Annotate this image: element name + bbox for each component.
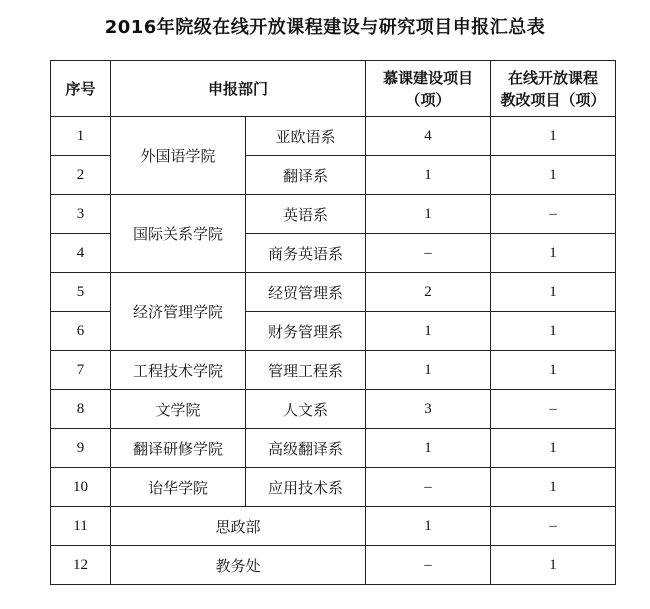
header-reform-line2: 教改项目（项） (500, 90, 606, 109)
table-row (51, 468, 616, 507)
reform-count: 1 (491, 468, 616, 507)
reform-count: – (491, 390, 616, 429)
header-mooc-line1: 慕课建设项目 (383, 68, 474, 87)
row-serial: 3 (51, 195, 111, 234)
department-name: 亚欧语系 (246, 117, 366, 156)
reform-count: 1 (491, 273, 616, 312)
department-name: 翻译系 (246, 156, 366, 195)
page-title: 2016年院级在线开放课程建设与研究项目申报汇总表 (104, 17, 546, 38)
row-serial: 2 (51, 156, 111, 195)
row-serial: 10 (51, 468, 111, 507)
college-name: 思政部 (111, 507, 366, 546)
reform-count: 1 (491, 351, 616, 390)
header-department: 申报部门 (111, 61, 366, 117)
mooc-count: – (366, 234, 491, 273)
mooc-count: 2 (366, 273, 491, 312)
row-serial: 5 (51, 273, 111, 312)
table-row (51, 195, 616, 234)
reform-count: – (491, 195, 616, 234)
header-serial: 序号 (51, 61, 111, 117)
mooc-count: 3 (366, 390, 491, 429)
department-name: 商务英语系 (246, 234, 366, 273)
department-name: 高级翻译系 (246, 429, 366, 468)
mooc-count: 1 (366, 351, 491, 390)
college-name: 经济管理学院 (111, 273, 246, 351)
mooc-count: 4 (366, 117, 491, 156)
mooc-count: 1 (366, 507, 491, 546)
table-row (51, 351, 616, 390)
table-row (51, 117, 616, 156)
summary-table (50, 60, 616, 585)
department-name: 人文系 (246, 390, 366, 429)
college-name: 工程技术学院 (111, 351, 246, 390)
mooc-count: 1 (366, 429, 491, 468)
row-serial: 8 (51, 390, 111, 429)
table-row (51, 546, 616, 585)
header-mooc-projects (366, 61, 491, 117)
header-reform-line1: 在线开放课程 (508, 68, 599, 87)
college-name: 文学院 (111, 390, 246, 429)
mooc-count: 1 (366, 195, 491, 234)
department-name: 英语系 (246, 195, 366, 234)
department-name: 管理工程系 (246, 351, 366, 390)
row-serial: 6 (51, 312, 111, 351)
reform-count: 1 (491, 156, 616, 195)
mooc-count: – (366, 468, 491, 507)
table-row (51, 507, 616, 546)
header-mooc-line2: （项） (405, 90, 451, 109)
mooc-count: 1 (366, 156, 491, 195)
department-name: 经贸管理系 (246, 273, 366, 312)
row-serial: 7 (51, 351, 111, 390)
department-name: 财务管理系 (246, 312, 366, 351)
table-row (51, 429, 616, 468)
college-name: 诒华学院 (111, 468, 246, 507)
row-serial: 4 (51, 234, 111, 273)
reform-count: 1 (491, 429, 616, 468)
table-header-row (51, 61, 616, 117)
table-row (51, 390, 616, 429)
table-row (51, 273, 616, 312)
reform-count: 1 (491, 117, 616, 156)
reform-count: 1 (491, 546, 616, 585)
row-serial: 11 (51, 507, 111, 546)
college-name: 外国语学院 (111, 117, 246, 195)
reform-count: 1 (491, 234, 616, 273)
row-serial: 9 (51, 429, 111, 468)
mooc-count: – (366, 546, 491, 585)
mooc-count: 1 (366, 312, 491, 351)
college-name: 国际关系学院 (111, 195, 246, 273)
header-reform-projects (491, 61, 616, 117)
college-name: 翻译研修学院 (111, 429, 246, 468)
row-serial: 1 (51, 117, 111, 156)
college-name: 教务处 (111, 546, 366, 585)
reform-count: – (491, 507, 616, 546)
reform-count: 1 (491, 312, 616, 351)
row-serial: 12 (51, 546, 111, 585)
department-name: 应用技术系 (246, 468, 366, 507)
